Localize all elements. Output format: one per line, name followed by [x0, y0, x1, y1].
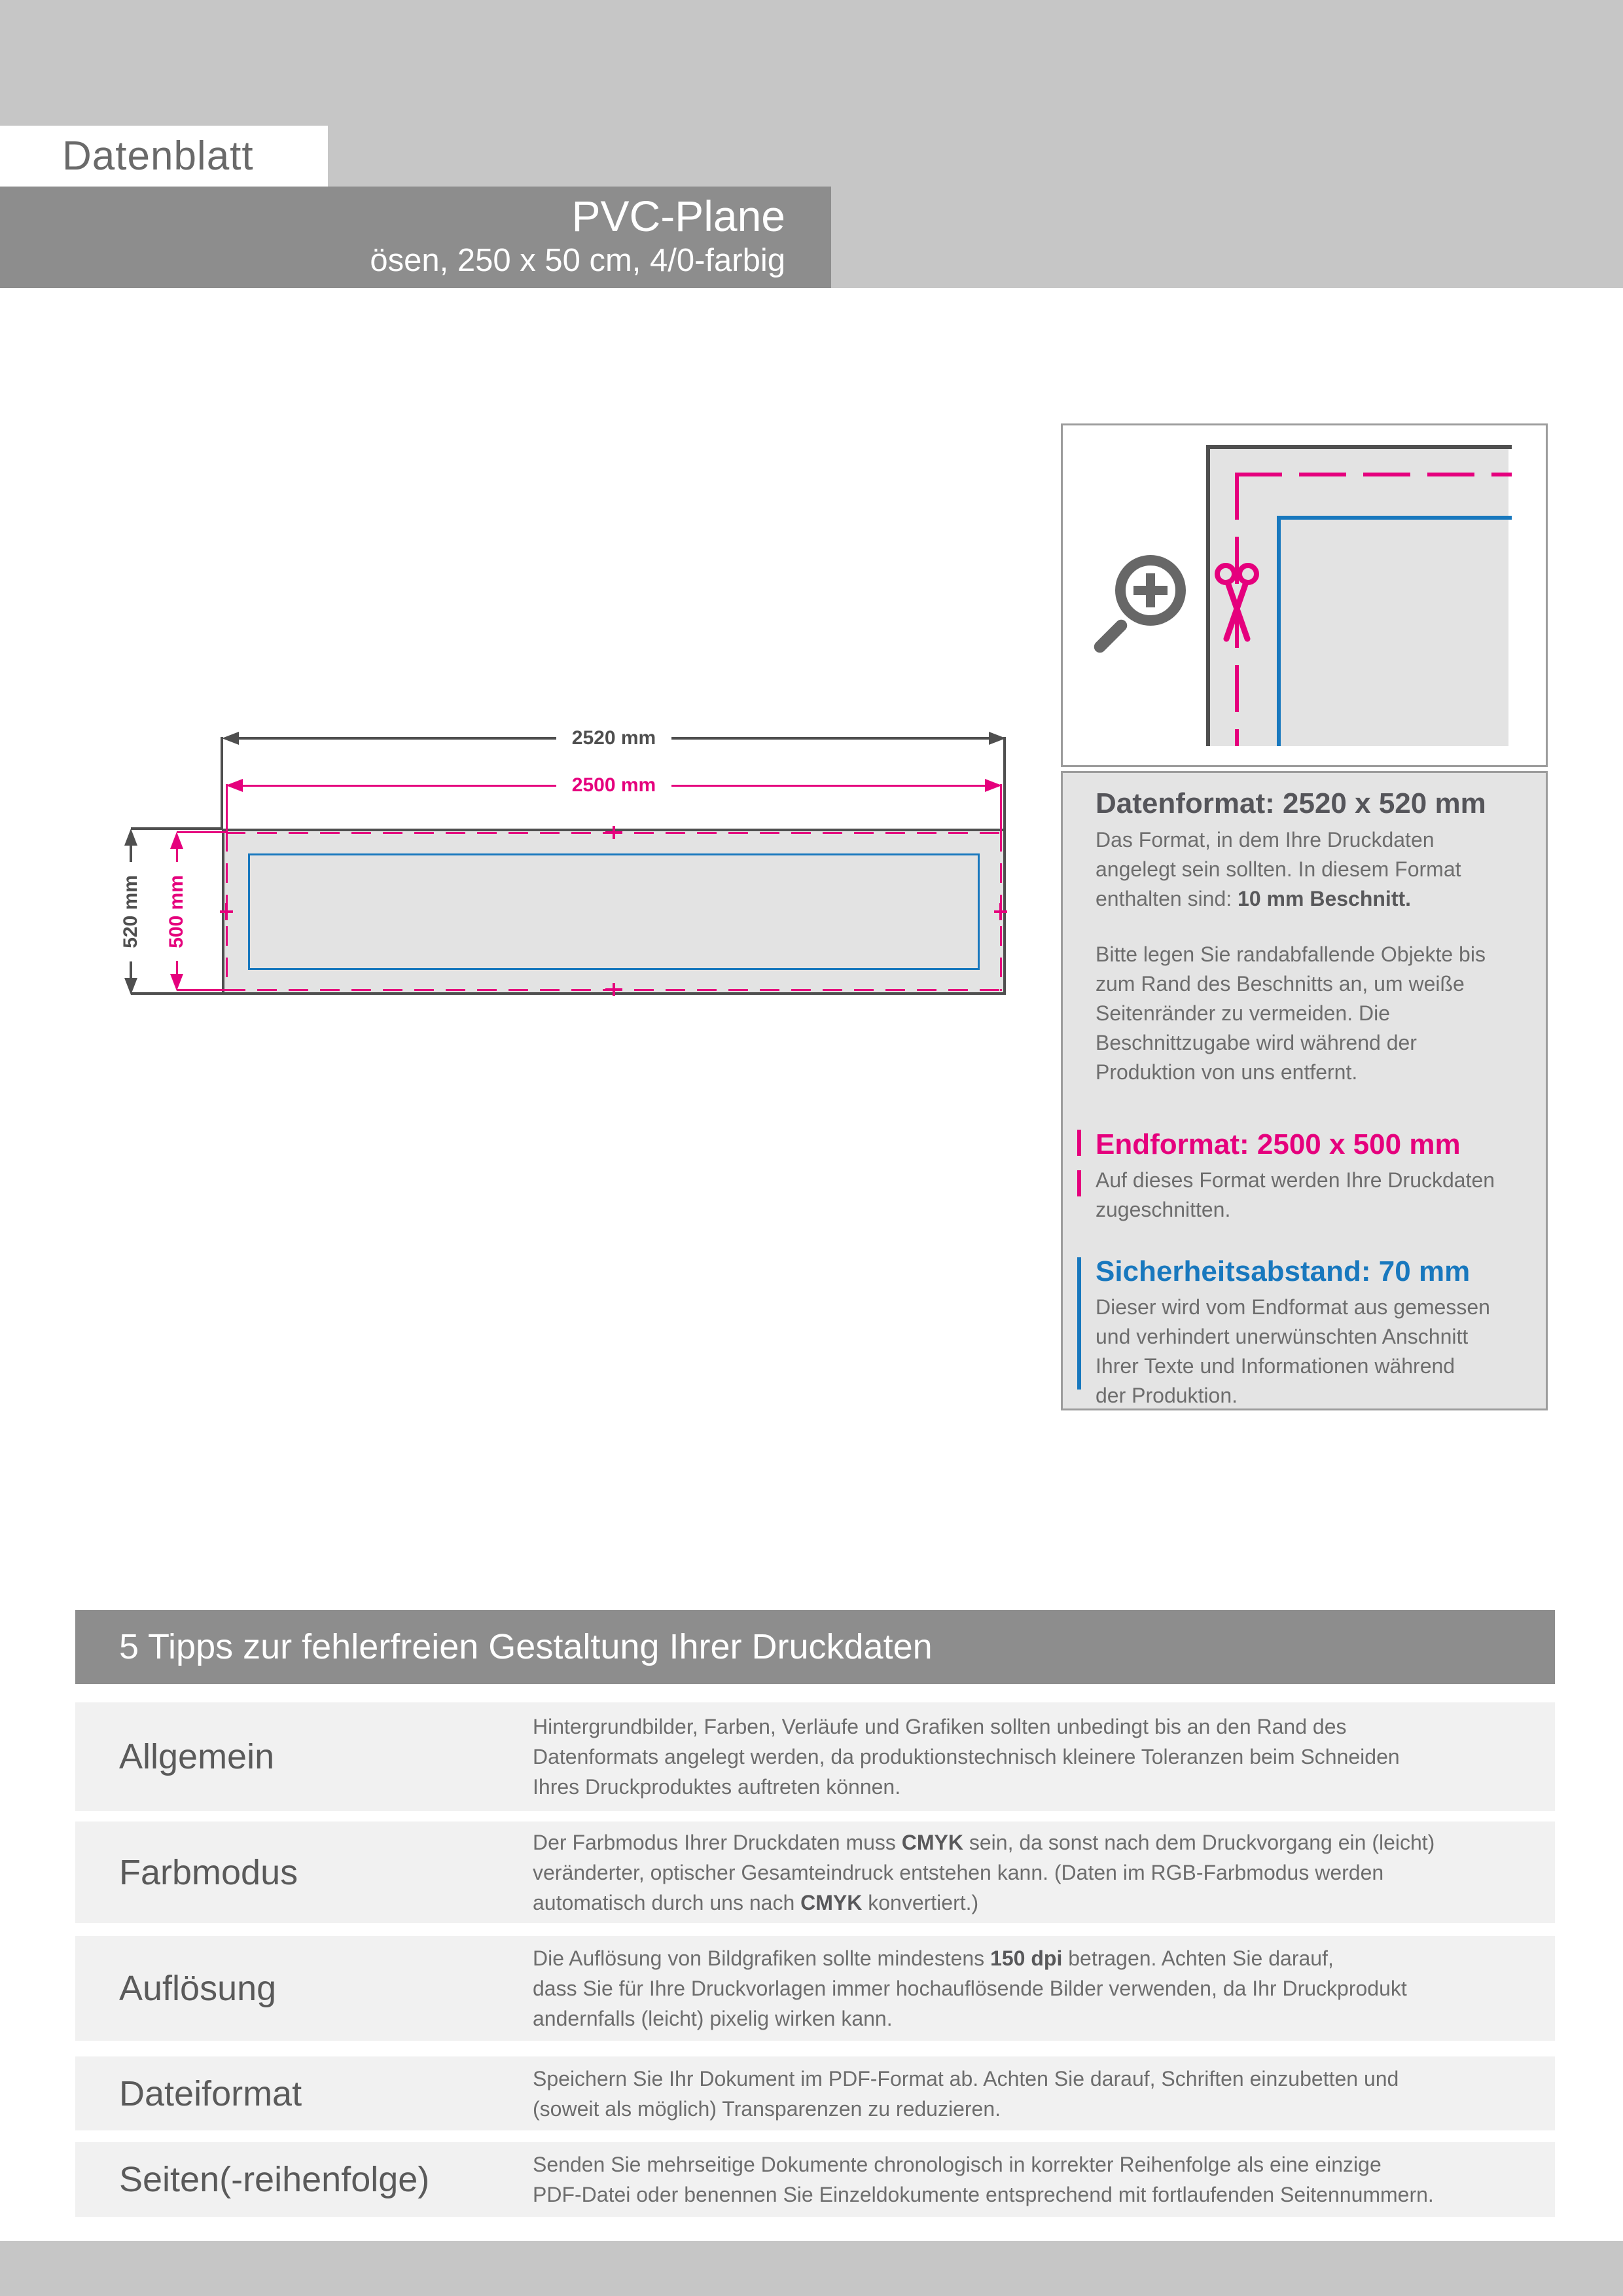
cut-mark-left — [218, 903, 235, 920]
dimension-height-final — [162, 832, 191, 991]
scissors-icon — [1212, 556, 1262, 643]
sicherheitsabstand-accent-line — [1077, 1257, 1081, 1390]
tip-row-aufloesung — [75, 1936, 1555, 2041]
endformat-accent-line — [1077, 1130, 1081, 1208]
mini-safety-line-horizontal — [1277, 516, 1512, 520]
arrowhead-up-icon — [170, 832, 183, 849]
extension-line — [221, 737, 223, 829]
arrowhead-left-icon — [222, 732, 239, 745]
tip-text: Der Farbmodus Ihrer Druckdaten muss CMYK sein, da sonst nach dem Druckvorgang ein (leicht) veränderter, optischer Gesamteindruck entstehen kann. (Daten im RGB-Farbmodus werden automatisch durch uns nach CMYK konvertiert.) — [533, 1830, 1435, 1914]
extension-line — [131, 992, 222, 995]
endformat-para: Auf dieses Format werden Ihre Druckdaten zugeschnitten. — [1096, 1168, 1495, 1221]
tip-row-allgemein — [75, 1702, 1555, 1811]
mini-banner-edge-left — [1206, 445, 1210, 746]
extension-line-magenta — [1000, 784, 1002, 832]
tip-label: Auflösung — [119, 1969, 277, 2008]
tip-label: Dateiformat — [119, 2073, 302, 2113]
dimension-width-final — [226, 772, 1002, 798]
tip-text: Speichern Sie Ihr Dokument im PDF-Format ab. Achten Sie darauf, Schriften einzubetten und (soweit als möglich) Transparenzen zu reduzieren. — [533, 2066, 1399, 2121]
datenformat-para1: Das Format, in dem Ihre Druckdaten angelegt sein sollten. In diesem Format enthalten sind: 10 mm Beschnitt. — [1096, 828, 1461, 910]
extension-line-magenta — [177, 989, 226, 991]
cut-mark-bottom — [605, 981, 622, 998]
dimension-height-final-label: 500 mm — [166, 874, 187, 948]
datenformat-para2: Bitte legen Sie randabfallende Objekte bis zum Rand des Beschnitts an, um weiße Seitenränder zu vermeiden. Die Beschnittzugabe wird während der Produktion von uns entfernt. — [1096, 942, 1486, 1084]
dimension-height-outer — [116, 829, 145, 995]
tip-row-seitenreihenfolge — [75, 2142, 1555, 2217]
tip-text: Die Auflösung von Bildgrafiken sollte mindestens 150 dpi betragen. Achten Sie darauf, dass Sie für Ihre Druckvorlagen immer hochauflösende Bilder verwenden, da Ihr Druckprodukt andernfalls (leicht) pixelig wirken kann. — [533, 1946, 1407, 2030]
tip-text: Senden Sie mehrseitige Dokumente chronologisch in korrekter Reihenfolge als eine einzige PDF-Datei oder benennen Sie Einzeldokumente entsprechend mit fortlaufenden Seitennummern. — [533, 2153, 1434, 2206]
extension-line — [131, 827, 222, 830]
magnifier-icon — [1103, 555, 1202, 660]
mini-banner-edge-top — [1206, 445, 1512, 449]
extension-line-magenta — [226, 784, 228, 832]
tip-text: Hintergrundbilder, Farben, Verläufe und Grafiken sollten unbedingt bis an den Rand des Datenformats angelegt werden, da produktionstechnisch kleinere Toleranzen beim Schneiden Ihres Druckproduktes auftreten können. — [533, 1715, 1400, 1799]
dimension-width-outer — [222, 725, 1006, 751]
product-subtitle: ösen, 250 x 50 cm, 4/0-farbig — [370, 243, 785, 278]
cut-mark-top — [605, 824, 622, 841]
datenblatt-label: Datenblatt — [62, 134, 254, 179]
tip-label: Allgemein — [119, 1737, 275, 1776]
mini-cut-line-horizontal — [1235, 473, 1512, 476]
corner-detail-box — [1061, 423, 1548, 767]
dimension-width-final-label: 2500 mm — [571, 774, 656, 796]
safety-rect — [248, 853, 980, 970]
extension-line — [1003, 737, 1006, 829]
arrowhead-up-icon — [124, 829, 137, 846]
tip-label: Seiten(-reihenfolge) — [119, 2160, 430, 2199]
extension-line-magenta — [177, 831, 226, 833]
format-info-panel — [1061, 771, 1548, 1410]
endformat-heading: Endformat: 2500 x 500 mm — [1096, 1128, 1461, 1160]
sicherheitsabstand-para: Dieser wird vom Endformat aus gemessen und verhindert unerwünschten Anschnitt Ihrer Texte und Informationen während der Produktion. — [1096, 1295, 1490, 1407]
tips-heading: 5 Tipps zur fehlerfreien Gestaltung Ihrer Druckdaten — [119, 1627, 933, 1666]
tips-heading-bar — [75, 1610, 1555, 1684]
arrowhead-left-icon — [226, 779, 243, 792]
dimension-height-outer-label: 520 mm — [120, 875, 141, 948]
product-title: PVC-Plane — [571, 192, 785, 240]
sicherheitsabstand-heading: Sicherheitsabstand: 70 mm — [1096, 1255, 1471, 1287]
footer-gray-band — [0, 2241, 1623, 2296]
tip-row-farbmodus — [75, 1821, 1555, 1923]
tip-row-dateiformat — [75, 2056, 1555, 2130]
tip-label: Farbmodus — [119, 1852, 298, 1892]
datenformat-heading: Datenformat: 2520 x 520 mm — [1096, 787, 1486, 819]
dimension-width-outer-label: 2520 mm — [571, 727, 656, 749]
cut-mark-right — [992, 903, 1009, 920]
mini-safety-line-vertical — [1277, 516, 1281, 746]
